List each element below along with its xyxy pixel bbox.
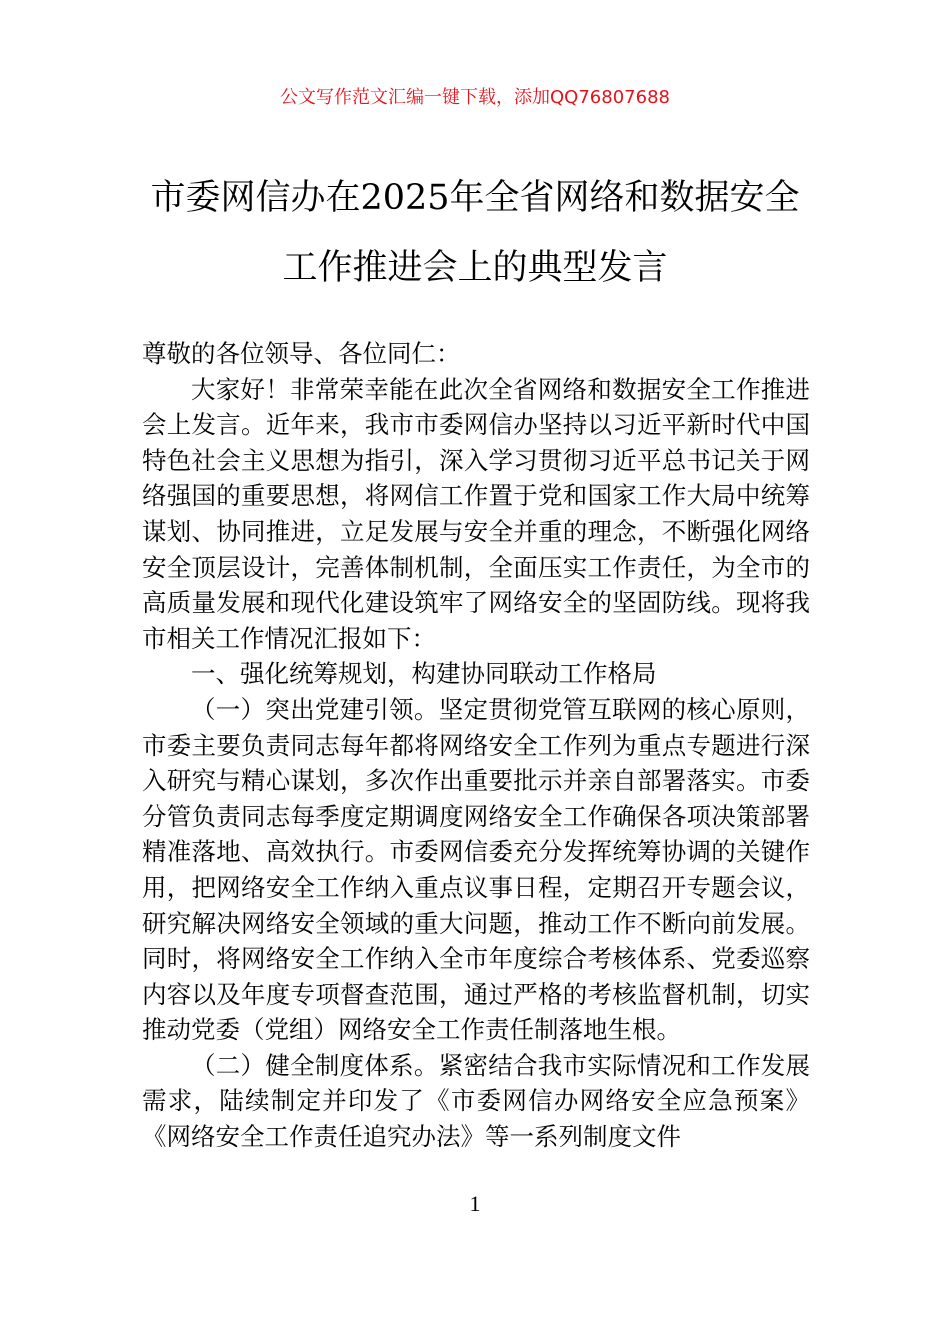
- download-banner: 公文写作范文汇编一键下载，添加QQ76807688: [280, 87, 670, 108]
- paragraph-institutional-system: （二）健全制度体系。紧密结合我市实际情况和工作发展需求，陆续制定并印发了《市委网信办网络安全应急预案》《网络安全工作责任追究办法》等一系列制度文件: [142, 1050, 810, 1152]
- paragraph-intro: 大家好！非常荣幸能在此次全省网络和数据安全工作推进会上发言。近年来，我市市委网信办坚持以习近平新时代中国特色社会主义思想为指引，深入学习贯彻习近平总书记关于网络强国的重要思想，将网信工作置于党和国家工作大局中统筹谋划、协同推进，立足发展与安全并重的理念，不断强化网络安全顶层设计，完善体制机制，全面压实工作责任，为全市的高质量发展和现代化建设筑牢了网络安全的坚固防线。现将我市相关工作情况汇报如下：: [142, 374, 810, 653]
- page-number: 1: [469, 1191, 481, 1216]
- document-title-line-2: 工作推进会上的典型发言: [282, 248, 668, 288]
- salutation: 尊敬的各位领导、各位同仁：: [142, 339, 461, 368]
- paragraph-party-leadership: （一）突出党建引领。坚定贯彻党管互联网的核心原则，市委主要负责同志每年都将网络安全工作列为重点专题进行深入研究与精心谋划，多次作出重要批示并亲自部署落实。市委分管负责同志每季度定期调度网络安全工作确保各项决策部署精准落地、高效执行。市委网信委充分发挥统筹协调的关键作用，把网络安全工作纳入重点议事日程，定期召开专题会议，研究解决网络安全领域的重大问题，推动工作不断向前发展。同时，将网络安全工作纳入全市年度综合考核体系、党委巡察内容以及年度专项督查范围，通过严格的考核监督机制，切实推动党委（党组）网络安全工作责任制落地生根。: [142, 694, 810, 1045]
- document-title-line-1: 市委网信办在2025年全省网络和数据安全: [150, 178, 800, 218]
- section-heading-1: 一、强化统筹规划，构建协同联动工作格局: [191, 659, 657, 689]
- document-body: [142, 336, 810, 1155]
